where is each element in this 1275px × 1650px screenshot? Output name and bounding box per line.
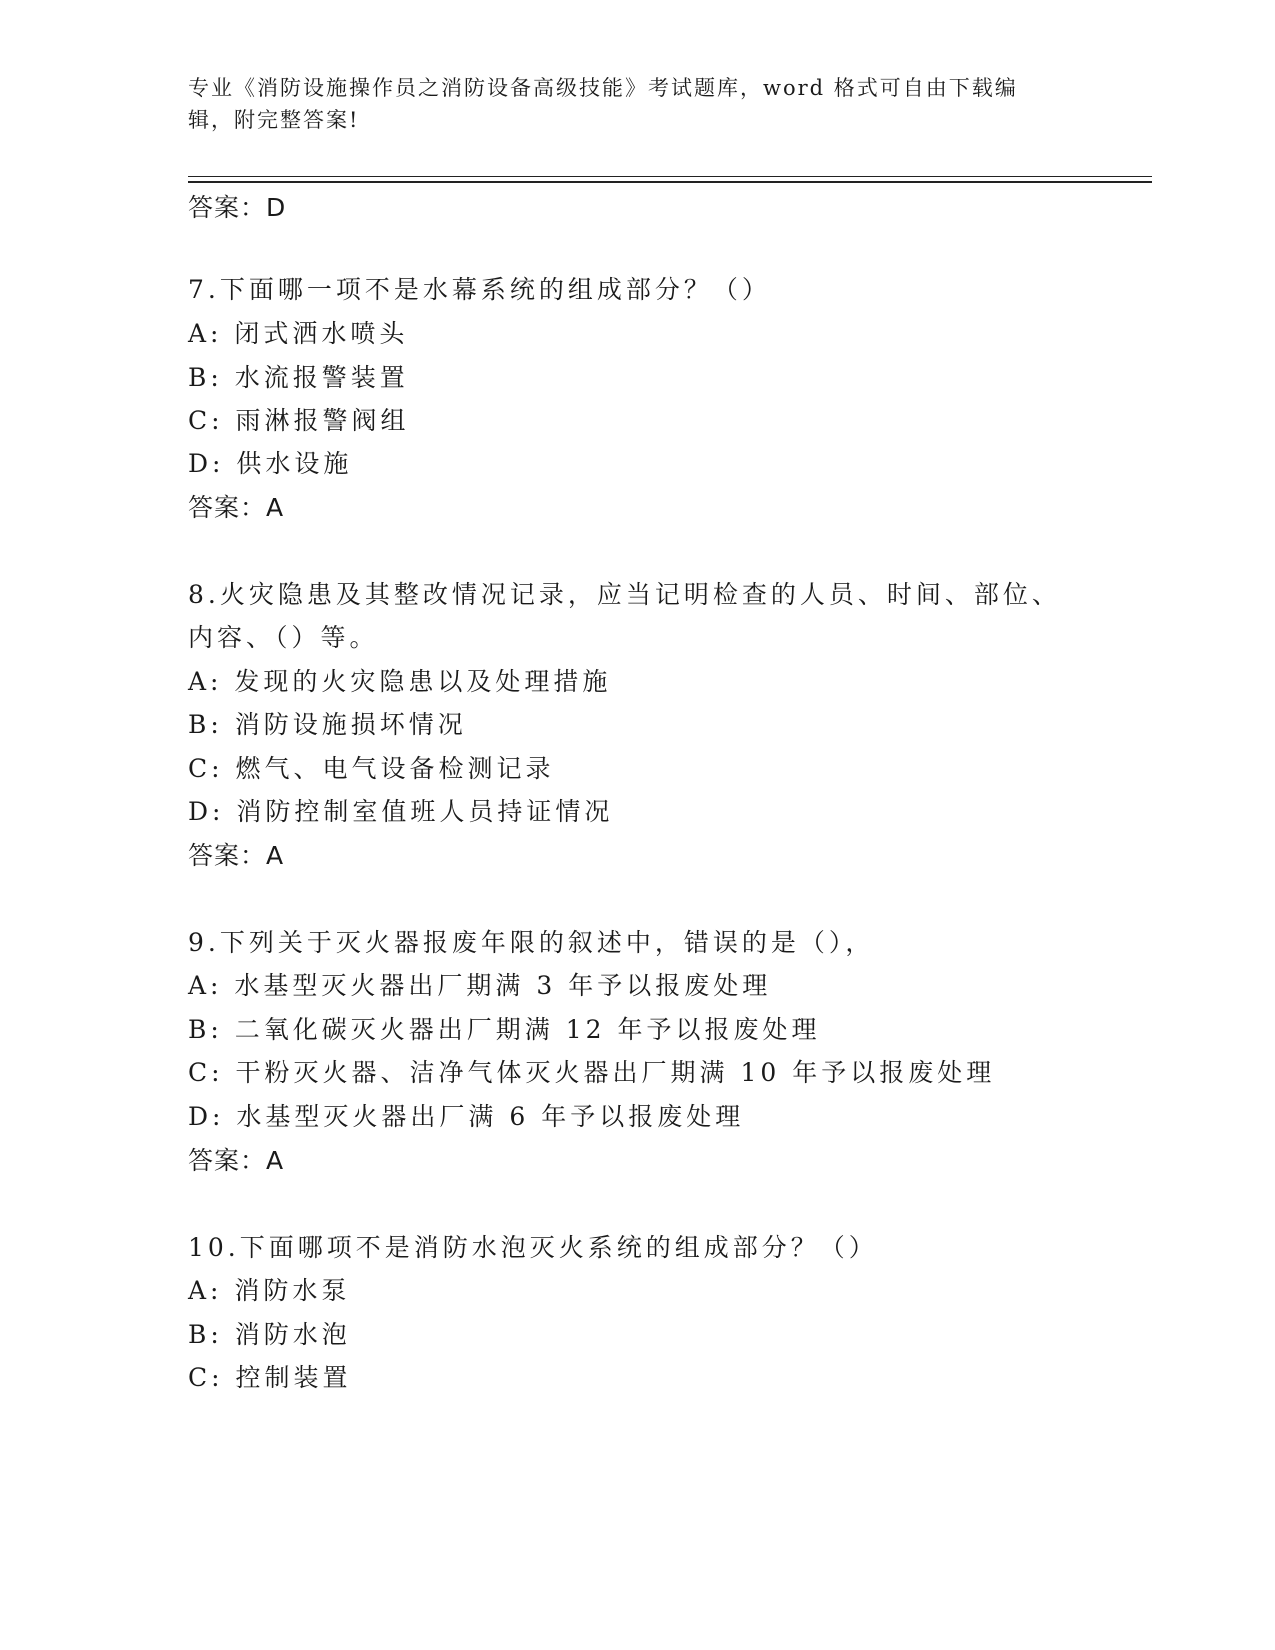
question-7-stem: 7.下面哪一项不是水幕系统的组成部分？（） bbox=[188, 275, 771, 304]
header-line-2: 辑，附完整答案! bbox=[188, 108, 360, 132]
question-8-option-a: A: 发现的火灾隐患以及处理措施 bbox=[188, 667, 612, 696]
question-10-option-a: A: 消防水泵 bbox=[188, 1276, 351, 1305]
header-divider-thick bbox=[188, 181, 1152, 183]
question-8-option-c: C: 燃气、电气设备检测记录 bbox=[188, 754, 555, 783]
question-10-stem: 10.下面哪项不是消防水泡灭火系统的组成部分？（） bbox=[188, 1233, 878, 1262]
question-8-option-b: B: 消防设施损坏情况 bbox=[188, 710, 467, 739]
question-7-option-d: D: 供水设施 bbox=[188, 449, 353, 478]
question-8-stem-line-2: 内容、（）等。 bbox=[188, 623, 379, 652]
header-line-1: 专业《消防设施操作员之消防设备高级技能》考试题库，word 格式可自由下载编 bbox=[188, 76, 1018, 100]
question-9-option-d: D: 水基型灭火器出厂满 6 年予以报废处理 bbox=[188, 1102, 745, 1131]
question-9-option-c: C: 干粉灭火器、洁净气体灭火器出厂期满 10 年予以报废处理 bbox=[188, 1058, 996, 1087]
document-header bbox=[188, 72, 1068, 136]
question-8-answer: 答案：A bbox=[188, 841, 285, 870]
question-9-stem: 9.下列关于灭火器报废年限的叙述中，错误的是（）， bbox=[188, 928, 875, 957]
question-10-option-b: B: 消防水泡 bbox=[188, 1320, 351, 1349]
question-7-answer: 答案：A bbox=[188, 493, 285, 522]
header-divider-thin bbox=[188, 176, 1152, 177]
question-9-option-a: A: 水基型灭火器出厂期满 3 年予以报废处理 bbox=[188, 971, 772, 1000]
question-9-answer: 答案：A bbox=[188, 1146, 285, 1175]
question-8-option-d: D: 消防控制室值班人员持证情况 bbox=[188, 797, 614, 826]
question-7-option-a: A: 闭式洒水喷头 bbox=[188, 319, 409, 348]
question-7-option-b: B: 水流报警装置 bbox=[188, 363, 409, 392]
question-9-option-b: B: 二氧化碳灭火器出厂期满 12 年予以报废处理 bbox=[188, 1015, 821, 1044]
question-7-option-c: C: 雨淋报警阀组 bbox=[188, 406, 410, 435]
question-10-option-c: C: 控制装置 bbox=[188, 1363, 352, 1392]
question-8-stem-line-1: 8.火灾隐患及其整改情况记录，应当记明检查的人员、时间、部位、 bbox=[188, 580, 1061, 609]
previous-answer: 答案：D bbox=[188, 193, 287, 222]
